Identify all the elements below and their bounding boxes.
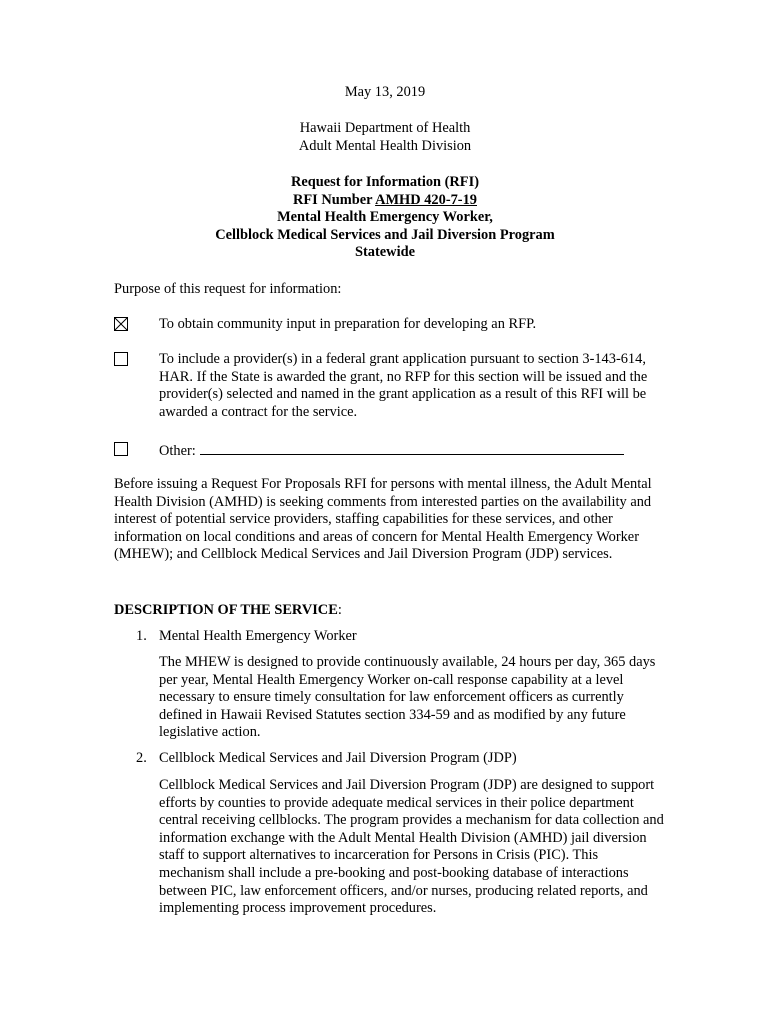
title-line-1: Request for Information (RFI) — [291, 174, 479, 190]
option-other-row — [159, 441, 659, 461]
title-line-5: Statewide — [355, 244, 415, 261]
agency-block — [0, 120, 770, 155]
title-line-3: Mental Health Emergency Worker, — [277, 209, 493, 226]
rfi-number: AMHD 420-7-19 — [375, 191, 477, 208]
title-line-4: Cellblock Medical Services and Jail Diversion Program — [215, 226, 555, 243]
document-date: May 13, 2019 — [344, 84, 426, 100]
option-text: To obtain community input in preparation for developing an RFP. — [159, 316, 537, 332]
list-item-title: Mental Health Emergency Worker — [159, 628, 357, 644]
list-item-body: The MHEW is designed to provide continuously available, 24 hours per day, 365 days per year, Mental Health Emergency Worker on-call response capability at a level necessary to ensure timely consultation for law enforcement officers as currently defined in Hawaii Revised Statutes section 334-59 and as modified by any future legislative action. — [159, 654, 656, 741]
list-item-body: Cellblock Medical Services and Jail Diversion Program (JDP) are designed to support efforts by counties to provide adequate medical services in their police department central receiving cellblocks. The program provides a mechanism for data collection and information exchange with the Adult Mental Health Division (AMHD) jail diversion staff to support alternatives to incarceration for Persons in Crisis (PIC). This mechanism shall include a pre-booking and post-booking database of interactions between PIC, law enforcement officers, and/or nurses, producing related reports, and implementing process improvement procedures. — [159, 777, 664, 917]
checkbox-x-icon — [115, 318, 127, 330]
rfi-number-label: RFI Number — [292, 191, 376, 208]
rfi-title-block — [0, 174, 770, 262]
list-item-number: 2. — [136, 750, 147, 766]
unchecked-checkbox[interactable] — [114, 352, 128, 366]
option-text: Other: — [159, 443, 196, 459]
department-name: Hawaii Department of Health — [299, 120, 471, 136]
list-item-title: Cellblock Medical Services and Jail Diversion Program (JDP) — [159, 750, 517, 766]
unchecked-checkbox[interactable] — [114, 442, 128, 456]
title-rfi-number-line — [0, 192, 770, 210]
list-item-number: 1. — [136, 628, 147, 644]
purpose-label: Purpose of this request for information: — [114, 281, 342, 297]
intro-paragraph: Before issuing a Request For Proposals RFI for persons with mental illness, the Adult Mental Health Division (AMHD) is seeking comments from interested parties on the availability and interest of potential service providers, staffing capabilities for these services, and other information on local conditions and areas of concern for Mental Health Emergency Worker (MHEW); and Cellblock Medical Services and Jail Diversion Program (JDP) services. — [114, 476, 652, 563]
other-blank-line[interactable] — [200, 441, 624, 455]
description-heading-text: DESCRIPTION OF THE SERVICE — [114, 602, 338, 618]
description-heading — [114, 602, 342, 620]
option-text: To include a provider(s) in a federal grant application pursuant to section 3-143-614, HAR. If the State is awarded the grant, no RFP for this section will be issued and the provider(s) selected and named in the grant application as a result of this RFI will be awarded a contract for the service. — [159, 351, 648, 420]
description-heading-colon: : — [337, 602, 342, 618]
checked-checkbox[interactable] — [114, 317, 128, 331]
division-name: Adult Mental Health Division — [298, 137, 472, 154]
